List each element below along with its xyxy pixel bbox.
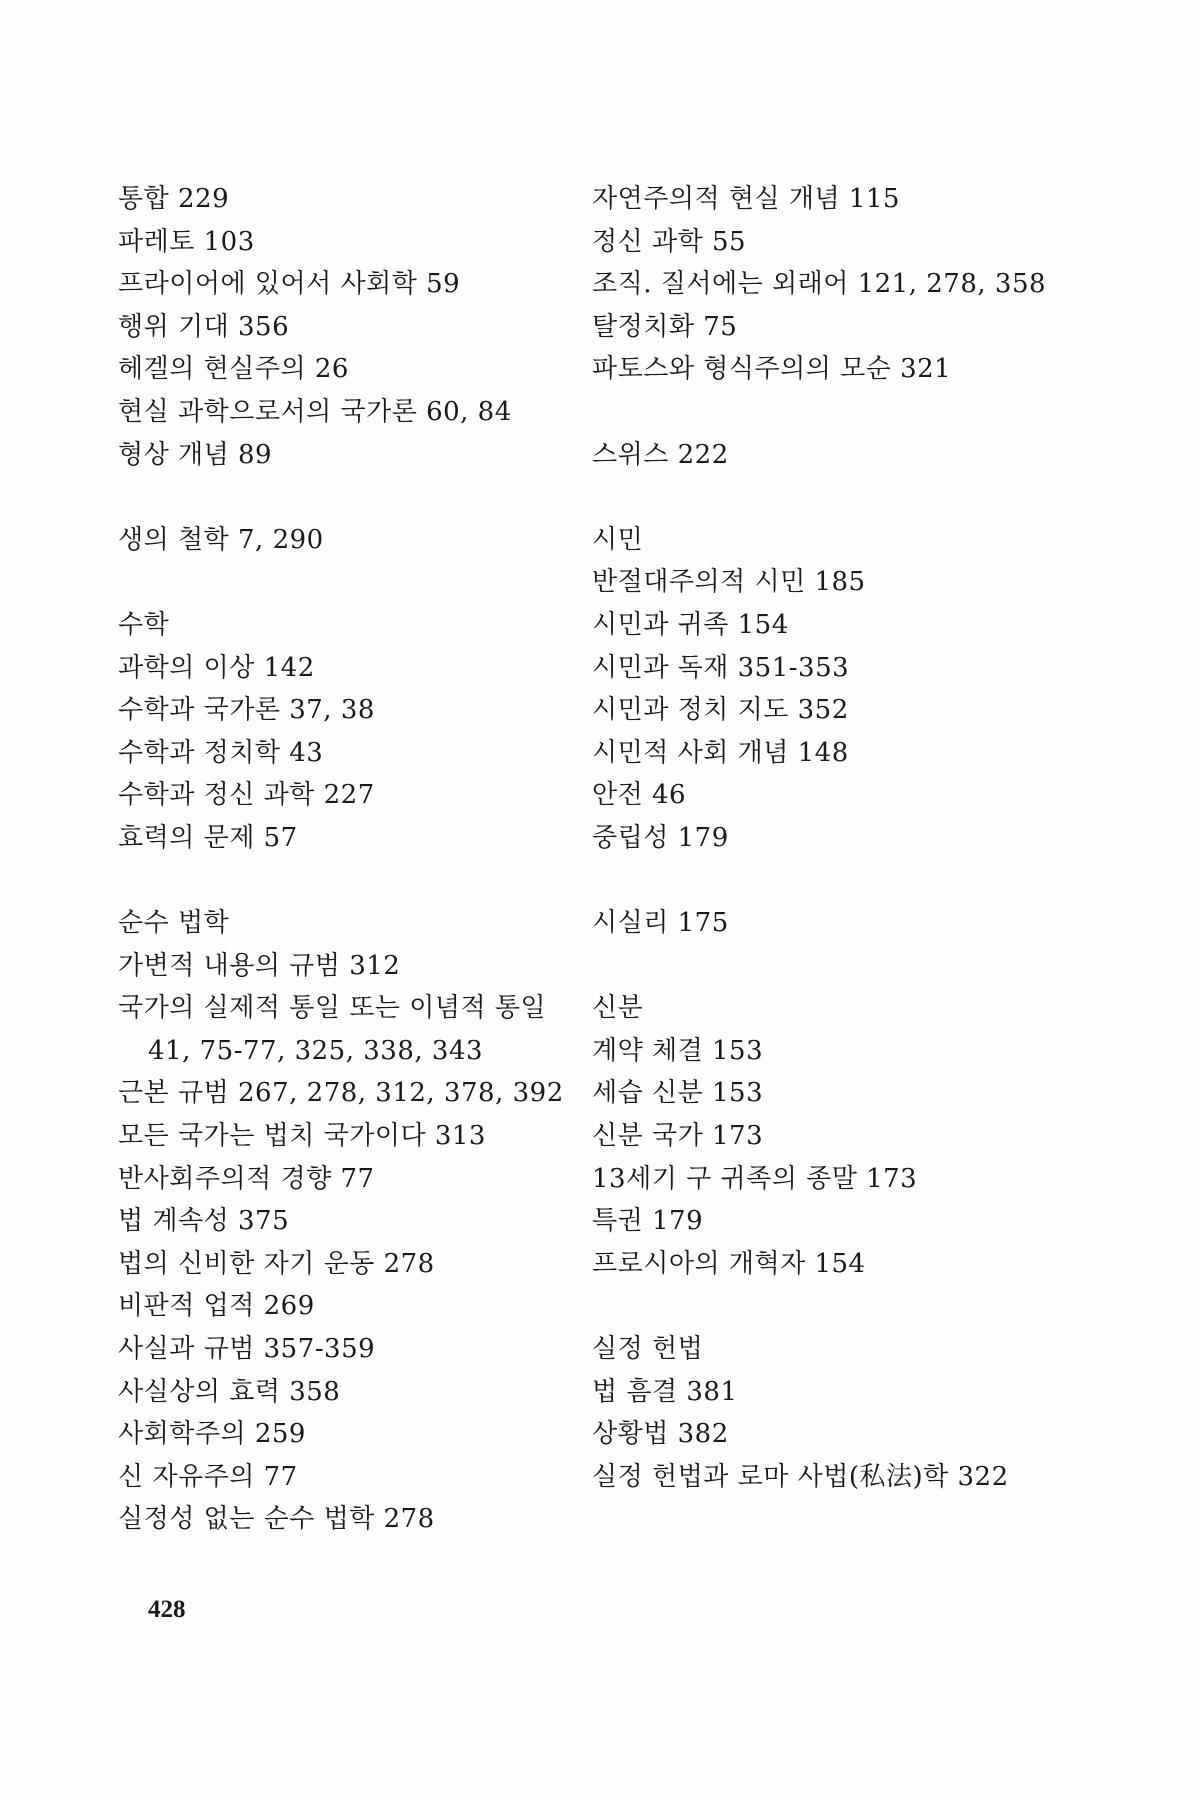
- index-entry: 신분: [592, 993, 644, 1024]
- index-entry: 시민적 사회 개념 148: [592, 737, 849, 768]
- index-entry: 법 계속성 375: [118, 1206, 290, 1237]
- index-entry: 근본 규범 267, 278, 312, 378, 392: [118, 1078, 564, 1109]
- index-entry: 사실과 규범 357-359: [118, 1334, 376, 1365]
- index-spacer: [118, 860, 588, 903]
- index-entry: 파레토 103: [118, 226, 255, 257]
- page-number: 428: [148, 1596, 186, 1623]
- index-entry: 현실 과학으로서의 국가론 60, 84: [118, 396, 512, 427]
- index-entry: 신 자유주의 77: [118, 1461, 298, 1492]
- index-entry: 시민과 독재 351-353: [592, 652, 850, 683]
- index-entry: 안전 46: [592, 780, 687, 811]
- index-entry: 수학과 정치학 43: [118, 737, 324, 768]
- index-entry: 계약 체결 153: [592, 1035, 764, 1066]
- index-entry: 특권 179: [592, 1206, 704, 1237]
- index-entry: 스위스 222: [592, 439, 729, 470]
- index-entry: 효력의 문제 57: [118, 822, 298, 853]
- index-entry: 행위 기대 356: [118, 311, 290, 342]
- index-entry: 과학의 이상 142: [118, 652, 315, 683]
- index-entry: 사회학주의 259: [118, 1419, 306, 1450]
- index-entry: 시민과 정치 지도 352: [592, 695, 849, 726]
- index-entry: 수학과 정신 과학 227: [118, 780, 375, 811]
- index-entry: 형상 개념 89: [118, 439, 273, 470]
- index-entry: 국가의 실제적 통일 또는 이념적 통일: [118, 993, 547, 1024]
- index-entry: 41, 75-77, 325, 338, 343: [148, 1035, 484, 1066]
- index-entry: 프라이어에 있어서 사회학 59: [118, 269, 461, 300]
- index-entry: 사실상의 효력 358: [118, 1376, 341, 1407]
- index-entry: 반절대주의적 시민 185: [592, 567, 866, 598]
- index-entry: 조직. 질서에는 외래어 121, 278, 358: [592, 269, 1047, 300]
- index-spacer: [592, 860, 1112, 903]
- index-spacer: [592, 476, 1112, 519]
- index-entry: 실정성 없는 순수 법학 278: [118, 1504, 435, 1535]
- index-spacer: [118, 476, 588, 519]
- index-entry: 순수 법학: [118, 908, 230, 939]
- index-entry: 탈정치화 75: [592, 311, 738, 342]
- index-entry: 법의 신비한 자기 운동 278: [118, 1248, 435, 1279]
- index-spacer: [592, 945, 1112, 988]
- index-entry: 가변적 내용의 규범 312: [118, 950, 401, 981]
- index-entry: 통합 229: [118, 184, 230, 214]
- index-entry: 수학과 국가론 37, 38: [118, 695, 375, 726]
- index-entry: 세습 신분 153: [592, 1078, 764, 1109]
- index-entry: 프로시아의 개혁자 154: [592, 1248, 866, 1279]
- index-entry: 헤겔의 현실주의 26: [118, 354, 349, 385]
- index-entry: 비판적 업적 269: [118, 1291, 315, 1322]
- index-column-right: [592, 178, 1112, 1498]
- index-entry: 모든 국가는 법치 국가이다 313: [118, 1121, 486, 1152]
- index-entry: 상황법 382: [592, 1419, 729, 1450]
- index-entry: 중립성 179: [592, 822, 729, 853]
- index-entry: 파토스와 형식주의의 모순 321: [592, 354, 952, 385]
- index-column-left: [118, 178, 588, 1541]
- index-entry: 시민: [592, 524, 644, 555]
- index-entry: 반사회주의적 경향 77: [118, 1163, 375, 1194]
- index-entry: 시실리 175: [592, 908, 729, 939]
- index-entry: 실정 헌법: [592, 1334, 704, 1365]
- index-entry: 정신 과학 55: [592, 226, 747, 257]
- index-entry: 법 흠결 381: [592, 1376, 738, 1407]
- index-entry: 실정 헌법과 로마 사법(私法)학 322: [592, 1461, 1009, 1492]
- index-entry: 생의 철학 7, 290: [118, 524, 324, 555]
- index-entry: 시민과 귀족 154: [592, 609, 789, 640]
- index-spacer: [592, 391, 1112, 434]
- index-spacer: [592, 1285, 1112, 1328]
- index-entry: 수학: [118, 609, 170, 640]
- index-entry: 13세기 구 귀족의 종말 173: [592, 1163, 918, 1194]
- index-entry: 신분 국가 173: [592, 1121, 764, 1152]
- index-entry: 자연주의적 현실 개념 115: [592, 184, 900, 214]
- index-spacer: [118, 561, 588, 604]
